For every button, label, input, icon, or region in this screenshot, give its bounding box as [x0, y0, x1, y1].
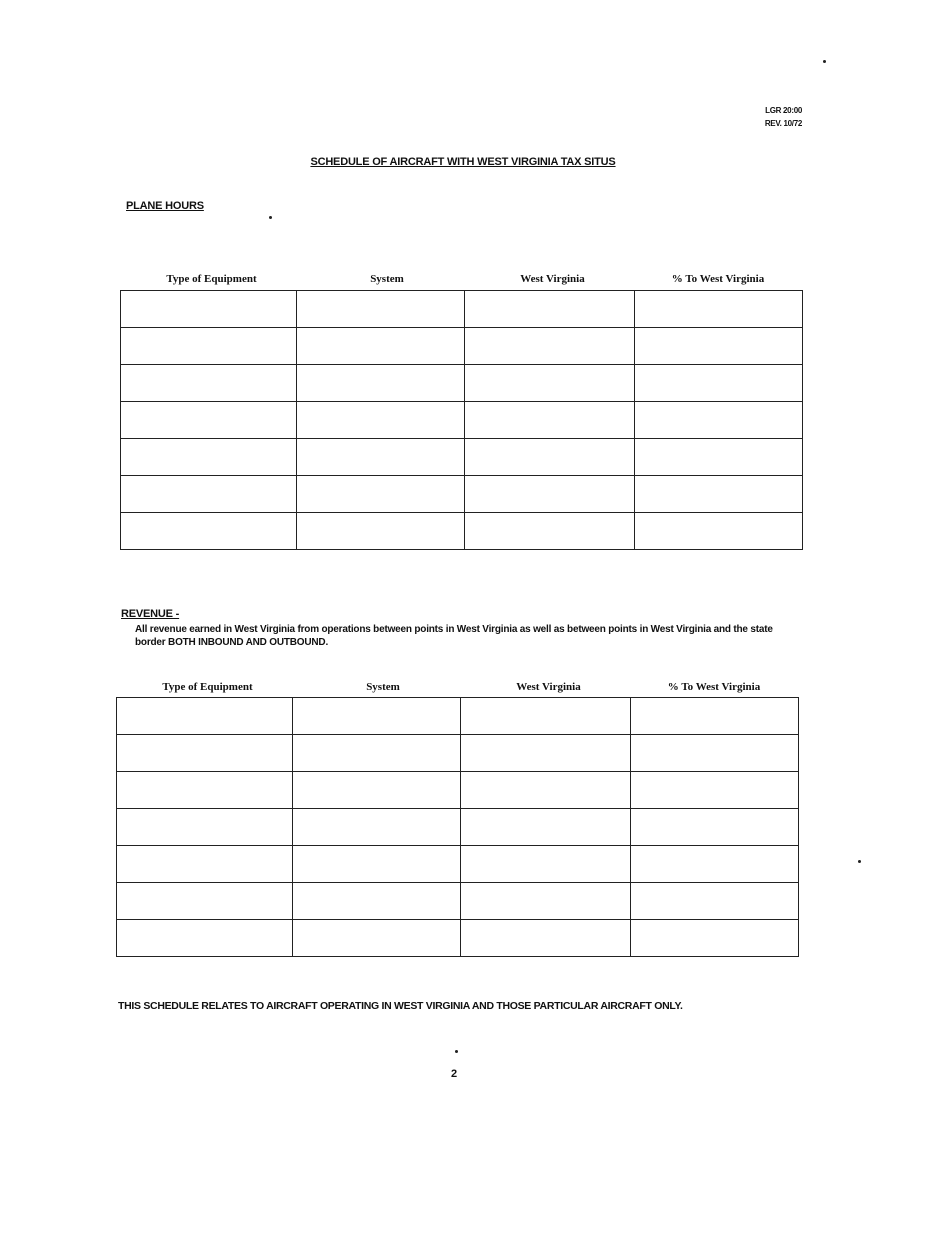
table-cell[interactable]: [121, 328, 297, 365]
footer-note: THIS SCHEDULE RELATES TO AIRCRAFT OPERATING IN WEST VIRGINIA AND THOSE PARTICULAR AIRCRAFT ONLY.: [118, 1000, 683, 1012]
plane-hours-table-body: [121, 291, 803, 550]
table-cell[interactable]: [121, 365, 297, 402]
table-cell[interactable]: [635, 402, 803, 439]
table-row: [121, 365, 803, 402]
column-header-pct-west-virginia: % To West Virginia: [667, 681, 761, 693]
table-row: [121, 476, 803, 513]
table-row: [121, 402, 803, 439]
table-cell[interactable]: [635, 439, 803, 476]
table-row: [121, 291, 803, 328]
table-cell[interactable]: [293, 846, 461, 883]
table-cell[interactable]: [635, 513, 803, 550]
table-cell[interactable]: [293, 735, 461, 772]
table-row: [121, 328, 803, 365]
table-cell[interactable]: [117, 809, 293, 846]
table-cell[interactable]: [461, 698, 631, 735]
table-cell[interactable]: [461, 809, 631, 846]
table-cell[interactable]: [121, 513, 297, 550]
plane-hours-heading: PLANE HOURS: [126, 200, 204, 212]
scan-speck: [455, 1050, 458, 1053]
scan-speck: [858, 860, 861, 863]
form-code-number: LGR 20:00: [765, 106, 802, 115]
table-row: [117, 809, 799, 846]
table-cell[interactable]: [293, 920, 461, 957]
table-cell[interactable]: [293, 772, 461, 809]
table-cell[interactable]: [635, 365, 803, 402]
column-header-system: System: [370, 273, 404, 285]
table-cell[interactable]: [465, 513, 635, 550]
table-cell[interactable]: [117, 883, 293, 920]
scan-speck: [823, 60, 826, 63]
table-cell[interactable]: [293, 698, 461, 735]
revenue-heading: REVENUE -: [121, 608, 180, 620]
revenue-table-body: [117, 698, 799, 957]
table-row: [121, 513, 803, 550]
table-cell[interactable]: [121, 402, 297, 439]
table-cell[interactable]: [297, 365, 465, 402]
table-row: [117, 920, 799, 957]
scan-speck: [269, 216, 272, 219]
table-row: [117, 883, 799, 920]
table-cell[interactable]: [117, 920, 293, 957]
table-cell[interactable]: [631, 920, 799, 957]
table-cell[interactable]: [461, 735, 631, 772]
form-code: [765, 104, 802, 130]
column-header-west-virginia: West Virginia: [520, 273, 585, 285]
page-number: 2: [450, 1068, 458, 1080]
table-row: [117, 698, 799, 735]
table-cell[interactable]: [297, 402, 465, 439]
table-cell[interactable]: [631, 809, 799, 846]
table-row: [117, 772, 799, 809]
form-revision: REV. 10/72: [764, 119, 802, 128]
table-cell[interactable]: [461, 883, 631, 920]
table-cell[interactable]: [297, 328, 465, 365]
column-header-pct-west-virginia: % To West Virginia: [671, 273, 765, 285]
table-cell[interactable]: [631, 772, 799, 809]
table-cell[interactable]: [631, 735, 799, 772]
column-header-type-of-equipment: Type of Equipment: [166, 273, 257, 285]
page-title: SCHEDULE OF AIRCRAFT WITH WEST VIRGINIA TAX SITUS: [310, 156, 616, 168]
table-cell[interactable]: [297, 439, 465, 476]
table-cell[interactable]: [635, 328, 803, 365]
table-cell[interactable]: [297, 476, 465, 513]
table-cell[interactable]: [465, 328, 635, 365]
table-cell[interactable]: [117, 735, 293, 772]
table-cell[interactable]: [121, 291, 297, 328]
table-cell[interactable]: [117, 698, 293, 735]
table-cell[interactable]: [631, 883, 799, 920]
table-row: [117, 846, 799, 883]
revenue-column-headers: [116, 681, 798, 693]
table-cell[interactable]: [297, 513, 465, 550]
column-header-system: System: [366, 681, 400, 693]
table-cell[interactable]: [461, 920, 631, 957]
table-row: [121, 439, 803, 476]
table-cell[interactable]: [465, 402, 635, 439]
table-cell[interactable]: [465, 476, 635, 513]
table-cell[interactable]: [465, 291, 635, 328]
revenue-description: All revenue earned in West Virginia from operations between points in West Virginia as well as between points in West Virginia and the state border BOTH INBOUND AND OUTBOUND.: [135, 624, 773, 648]
table-row: [117, 735, 799, 772]
table-cell[interactable]: [635, 476, 803, 513]
table-cell[interactable]: [465, 439, 635, 476]
table-cell[interactable]: [121, 439, 297, 476]
table-cell[interactable]: [117, 846, 293, 883]
table-cell[interactable]: [121, 476, 297, 513]
table-cell[interactable]: [297, 291, 465, 328]
table-cell[interactable]: [461, 772, 631, 809]
table-cell[interactable]: [635, 291, 803, 328]
plane-hours-table: [120, 290, 803, 550]
table-cell[interactable]: [117, 772, 293, 809]
table-cell[interactable]: [293, 809, 461, 846]
column-header-type-of-equipment: Type of Equipment: [162, 681, 253, 693]
table-cell[interactable]: [631, 846, 799, 883]
table-cell[interactable]: [293, 883, 461, 920]
table-cell[interactable]: [461, 846, 631, 883]
plane-hours-column-headers: [120, 273, 802, 285]
table-cell[interactable]: [465, 365, 635, 402]
table-cell[interactable]: [631, 698, 799, 735]
revenue-table: [116, 697, 799, 957]
column-header-west-virginia: West Virginia: [516, 681, 581, 693]
